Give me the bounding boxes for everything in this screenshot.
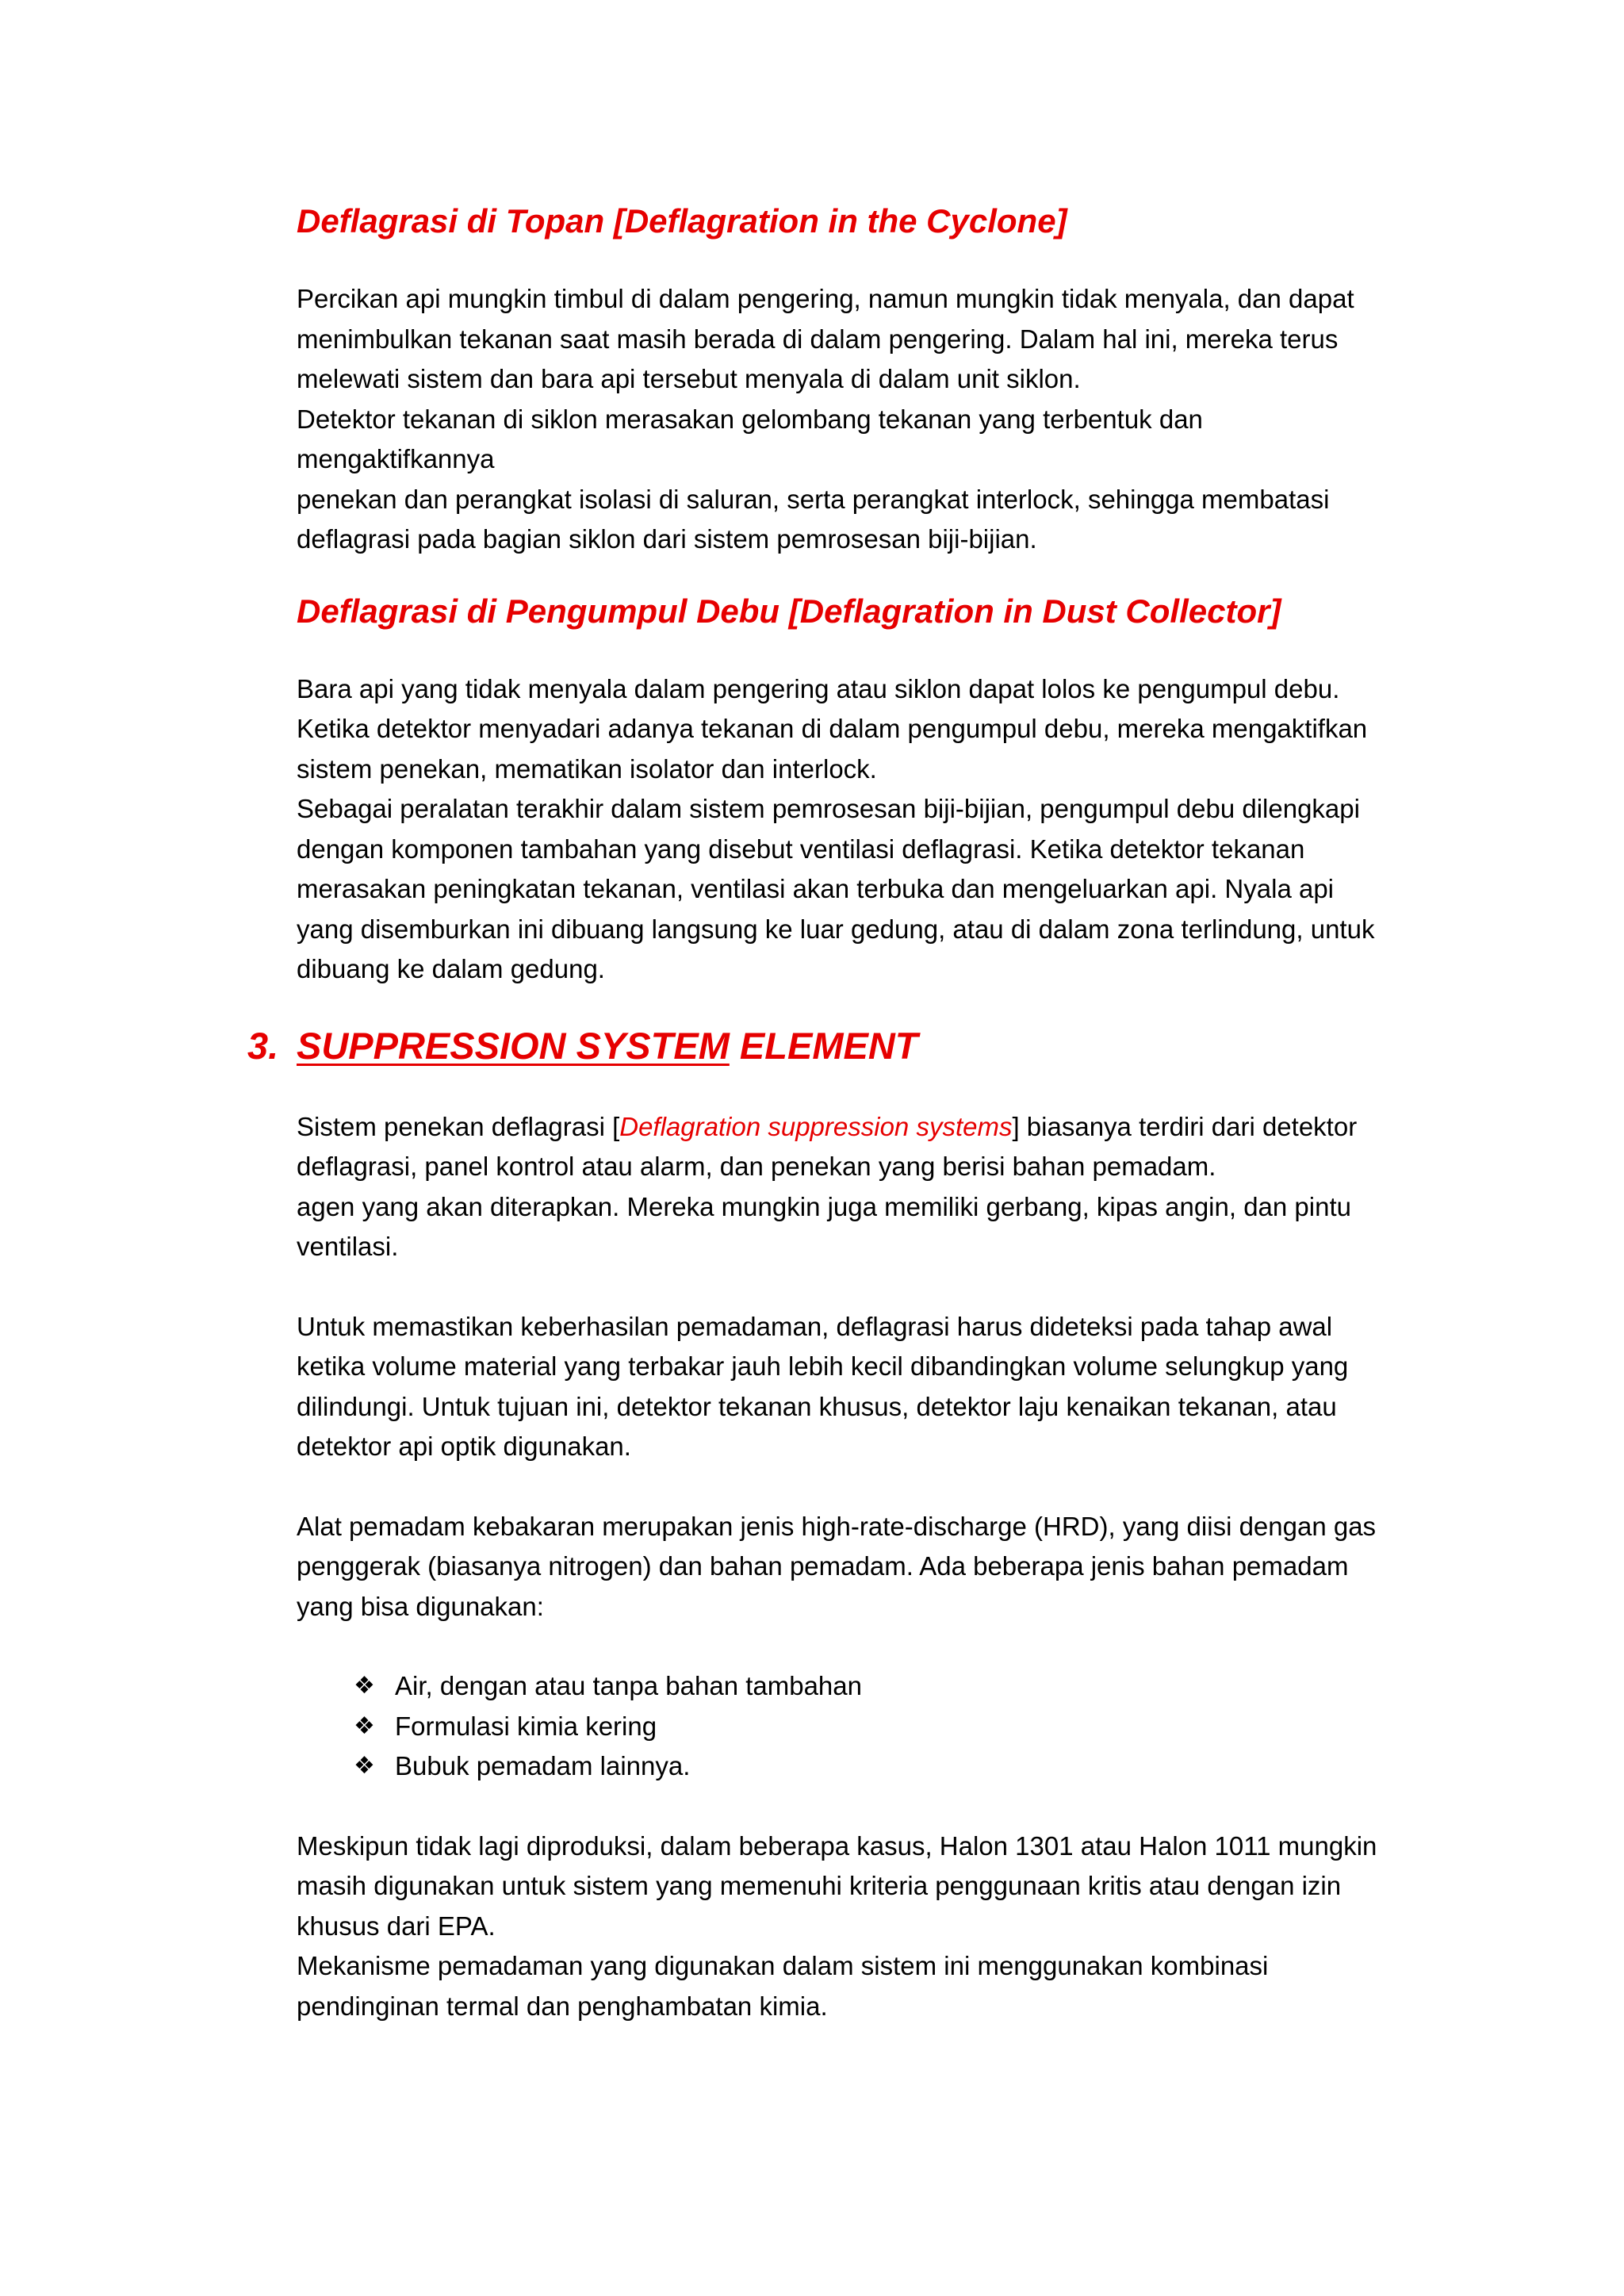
text-line: Sebagai peralatan terakhir dalam sistem pemrosesan biji-bijian, pengumpul debu dilengkapi — [297, 794, 1360, 823]
heading-underlined-part: SUPPRESSION SYSTEM — [297, 1024, 730, 1067]
list-item-text: Formulasi kimia kering — [395, 1711, 657, 1741]
text-line: menimbulkan tekanan saat masih berada di dalam pengering. Dalam hal ini, mereka terus — [297, 324, 1339, 354]
text-line: sistem penekan, mematikan isolator dan interlock. — [297, 753, 877, 784]
text-line: ventilasi. — [297, 1232, 399, 1261]
text-line: detektor api optik digunakan. — [297, 1432, 631, 1461]
list-item — [354, 1666, 1470, 1707]
section-number: 3. — [247, 1024, 279, 1067]
list-item-text: Air, dengan atau tanpa bahan tambahan — [395, 1671, 862, 1700]
text-line: masih digunakan untuk sistem yang memenuhi kriteria penggunaan kritis atau dengan izin — [297, 1871, 1342, 1900]
text-line: dengan komponen tambahan yang disebut ventilasi deflagrasi. Ketika detektor tekanan — [297, 834, 1305, 864]
heading-deflagration-cyclone: Deflagrasi di Topan [Deflagration in the Cyclone] — [297, 202, 1067, 240]
paragraph-extinguisher — [297, 1507, 1470, 1627]
text-line: penggerak (biasanya nitrogen) dan bahan pemadam. Ada beberapa jenis bahan pemadam — [297, 1551, 1349, 1581]
paragraph-dust-collector — [297, 669, 1470, 990]
text-line: Untuk memastikan keberhasilan pemadaman, deflagrasi harus dideteksi pada tahap awal — [297, 1311, 1333, 1341]
paragraph-detection — [297, 1307, 1470, 1467]
heading-suppression-system-element — [247, 1020, 1470, 1072]
intro-suffix: ] biasanya terdiri dari detektor — [1012, 1111, 1358, 1141]
heading-rest-part: ELEMENT — [729, 1024, 918, 1067]
text-line: deflagrasi, panel kontrol atau alarm, dan penekan yang berisi bahan pemadam. — [297, 1152, 1216, 1181]
text-line: dibuang ke dalam gedung. — [297, 954, 605, 983]
heading-deflagration-dust-collector: Deflagrasi di Pengumpul Debu [Deflagration in Dust Collector] — [297, 592, 1281, 630]
text-line: Detektor tekanan di siklon merasakan gelombang tekanan yang terbentuk dan — [297, 404, 1203, 434]
bullet-list-extinguishing-agents — [297, 1666, 1470, 1787]
text-line: agen yang akan diterapkan. Mereka mungkin juga memiliki gerbang, kipas angin, dan pintu — [297, 1191, 1351, 1221]
diamond-bullet-icon: ❖ — [354, 1672, 375, 1700]
diamond-bullet-icon: ❖ — [354, 1711, 375, 1740]
list-item-text: Bubuk pemadam lainnya. — [395, 1751, 691, 1780]
text-line: penekan dan perangkat isolasi di saluran, serta perangkat interlock, sehingga membatasi — [297, 484, 1330, 514]
text-line: ketika volume material yang terbakar jauh lebih kecil dibandingkan volume selungkup yang — [297, 1351, 1349, 1381]
text-line: melewati sistem dan bara api tersebut menyala di dalam unit siklon. — [297, 364, 1081, 393]
text-line: Alat pemadam kebakaran merupakan jenis high-rate-discharge (HRD), yang diisi dengan gas — [297, 1511, 1377, 1541]
text-line: merasakan peningkatan tekanan, ventilasi akan terbuka dan mengeluarkan api. Nyala api — [297, 874, 1335, 903]
text-line: mengaktifkannya — [297, 444, 495, 473]
paragraph-halon — [297, 1826, 1470, 2027]
text-line: dilindungi. Untuk tujuan ini, detektor tekanan khusus, detektor laju kenaikan tekanan, atau — [297, 1391, 1337, 1421]
text-line: pendinginan termal dan penghambatan kimia. — [297, 1991, 828, 2021]
text-line: yang bisa digunakan: — [297, 1591, 544, 1621]
paragraph-cyclone — [297, 279, 1470, 560]
text-line — [297, 1107, 1470, 1148]
text-line: Bara api yang tidak menyala dalam pengering atau siklon dapat lolos ke pengumpul debu. — [297, 673, 1340, 703]
list-item — [354, 1707, 1470, 1747]
text-line: yang disemburkan ini dibuang langsung ke luar gedung, atau di dalam zona terlindung, untuk — [297, 914, 1375, 944]
list-item — [354, 1746, 1470, 1787]
text-line: Percikan api mungkin timbul di dalam pengering, namun mungkin tidak menyala, dan dapat — [297, 284, 1354, 313]
text-line: Meskipun tidak lagi diproduksi, dalam beberapa kasus, Halon 1301 atau Halon 1011 mungkin — [297, 1830, 1377, 1861]
diamond-bullet-icon: ❖ — [354, 1752, 375, 1780]
text-line: khusus dari EPA. — [297, 1911, 496, 1941]
intro-prefix: Sistem penekan deflagrasi [ — [297, 1111, 620, 1141]
text-line: deflagrasi pada bagian siklon dari sistem pemrosesan biji-bijian. — [297, 524, 1037, 554]
text-line: Mekanisme pemadaman yang digunakan dalam sistem ini menggunakan kombinasi — [297, 1951, 1269, 1980]
document-body — [247, 197, 1470, 2026]
intro-red-term: Deflagration suppression systems — [619, 1111, 1013, 1141]
text-line: Ketika detektor menyadari adanya tekanan di dalam pengumpul debu, mereka mengaktifkan — [297, 714, 1368, 743]
paragraph-suppression-intro — [297, 1107, 1470, 1267]
